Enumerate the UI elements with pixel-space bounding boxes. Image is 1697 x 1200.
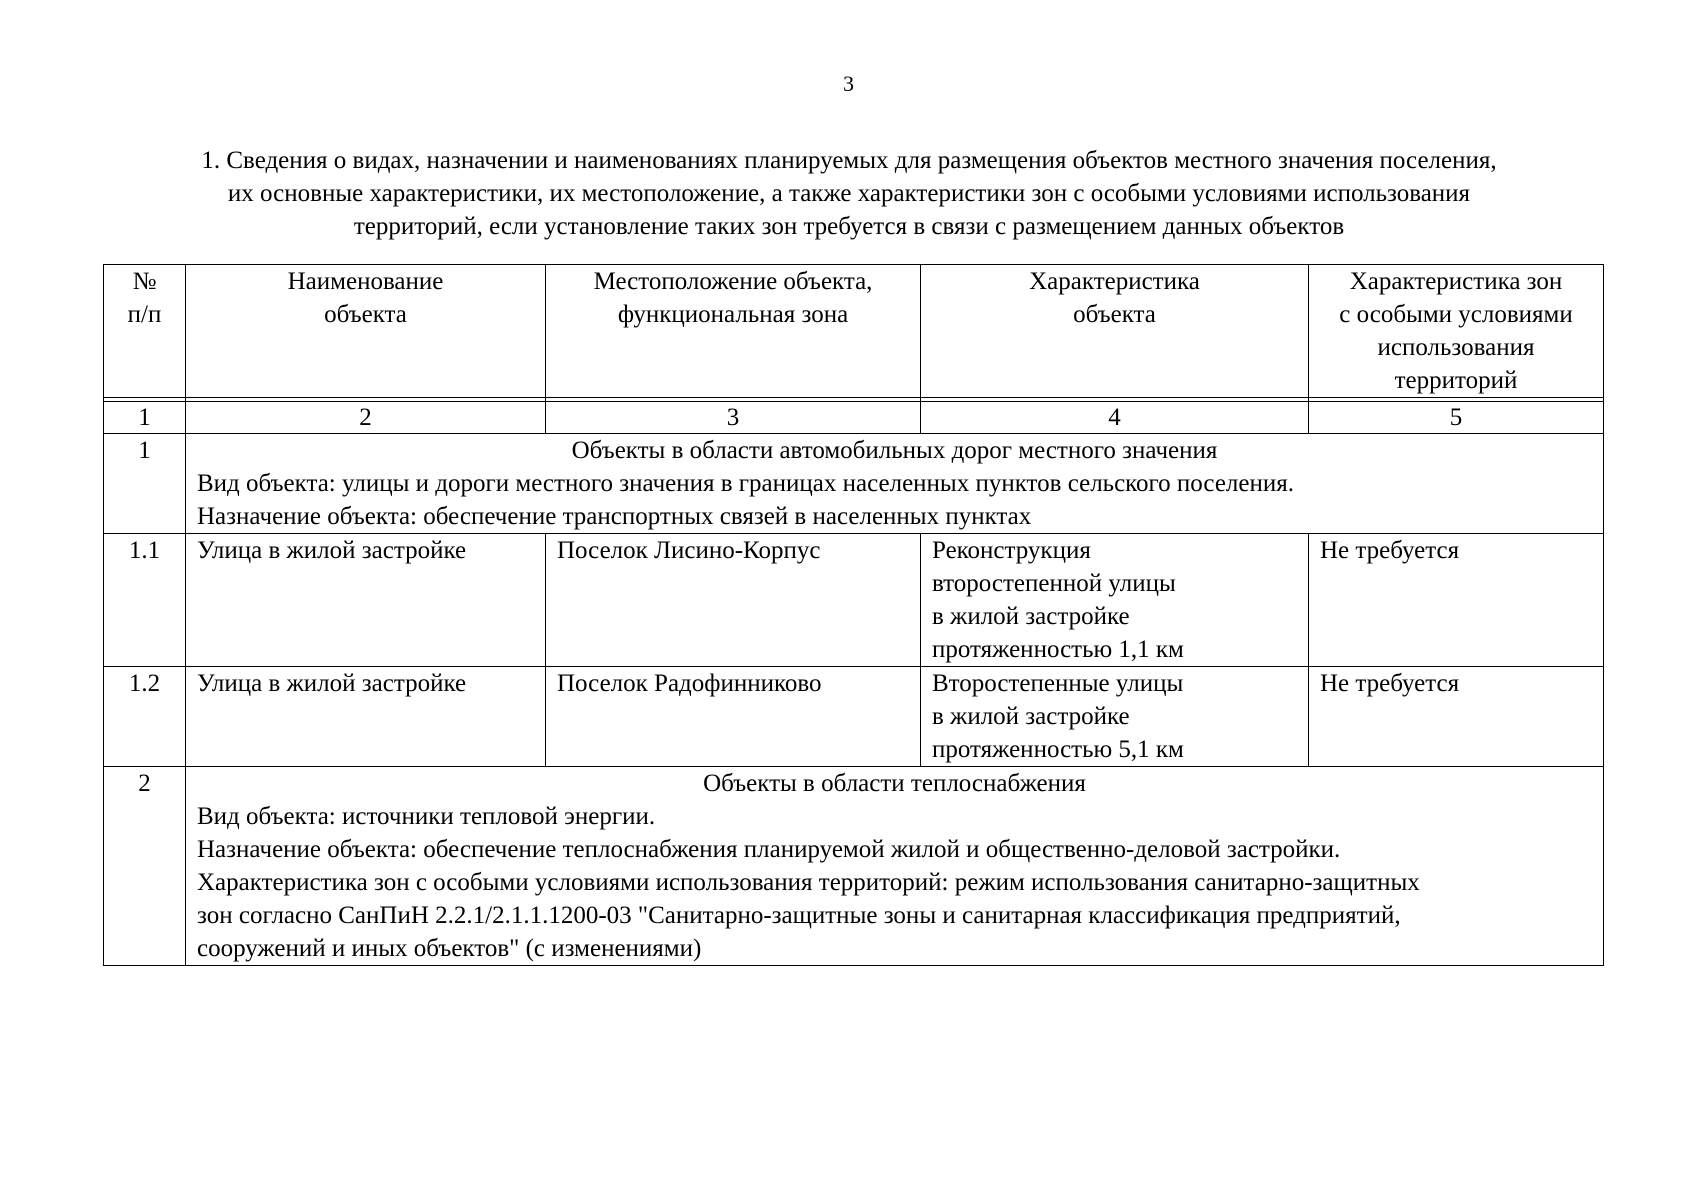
column-number: 1 bbox=[104, 402, 186, 434]
zones-cell: Не требуется bbox=[1309, 667, 1604, 767]
section-number: 1 bbox=[104, 434, 186, 534]
heading-line: их основные характеристики, их местоположение, а также характеристики зон с особыми условиями использования bbox=[227, 180, 1471, 207]
row-number: 1.2 bbox=[104, 667, 186, 767]
location-cell: Поселок Лисино-Корпус bbox=[546, 534, 921, 667]
heading-line: 1. Сведения о видах, назначении и наименованиях планируемых для размещения объектов местного значения поселения, bbox=[201, 147, 1497, 174]
section-title: Объекты в области теплоснабжения bbox=[703, 770, 1086, 797]
section-number: 2 bbox=[104, 767, 186, 966]
section-row bbox=[104, 767, 1604, 966]
column-number: 3 bbox=[546, 402, 921, 434]
object-name-cell: Улица в жилой застройке bbox=[186, 667, 546, 767]
object-name-cell: Улица в жилой застройке bbox=[186, 534, 546, 667]
section-title: Объекты в области автомобильных дорог местного значения bbox=[571, 437, 1218, 464]
column-number: 4 bbox=[921, 402, 1309, 434]
column-numbers-row bbox=[104, 402, 1604, 434]
location-cell: Поселок Радофинниково bbox=[546, 667, 921, 767]
header-cell-name: Наименование объекта bbox=[186, 265, 546, 398]
section-line: Назначение объекта: обеспечение теплоснабжения планируемой жилой и общественно-деловой застройки. bbox=[197, 836, 1341, 863]
heading-line: территорий, если установление таких зон требуется в связи с размещением данных объектов bbox=[353, 213, 1345, 240]
table-row bbox=[104, 534, 1604, 667]
section-line: зон согласно СанПиН 2.2.1/2.1.1.1200-03 "Санитарно-защитные зоны и санитарная классификация предприятий, bbox=[197, 902, 1401, 929]
header-cell-characteristic: Характеристика объекта bbox=[921, 265, 1309, 398]
objects-table bbox=[103, 264, 1604, 966]
section-line: сооружений и иных объектов" (с изменениями) bbox=[197, 935, 702, 962]
section-line: Назначение объекта: обеспечение транспортных связей в населенных пунктах bbox=[197, 503, 1032, 530]
characteristic-cell: Второстепенные улицы в жилой застройке протяженностью 5,1 км bbox=[921, 667, 1309, 767]
section-content bbox=[186, 434, 1604, 534]
column-number: 5 bbox=[1309, 402, 1604, 434]
section-row bbox=[104, 434, 1604, 534]
table-row bbox=[104, 667, 1604, 767]
section-content bbox=[186, 767, 1604, 966]
header-cell-location: Местоположение объекта, функциональная зона bbox=[546, 265, 921, 398]
characteristic-cell: Реконструкция второстепенной улицы в жилой застройке протяженностью 1,1 км bbox=[921, 534, 1309, 667]
header-cell-number: № п/п bbox=[104, 265, 186, 398]
table-header-row bbox=[104, 265, 1604, 398]
column-number: 2 bbox=[186, 402, 546, 434]
header-cell-zones: Характеристика зон с особыми условиями использования территорий bbox=[1309, 265, 1604, 398]
section-line: Вид объекта: улицы и дороги местного значения в границах населенных пунктов сельского поселения. bbox=[197, 470, 1295, 497]
page-number: 3 bbox=[843, 71, 854, 96]
document-heading bbox=[104, 144, 1594, 243]
section-line: Вид объекта: источники тепловой энергии. bbox=[197, 803, 656, 830]
section-line: Характеристика зон с особыми условиями использования территорий: режим использования санитарно-защитных bbox=[197, 869, 1420, 896]
row-number: 1.1 bbox=[104, 534, 186, 667]
zones-cell: Не требуется bbox=[1309, 534, 1604, 667]
